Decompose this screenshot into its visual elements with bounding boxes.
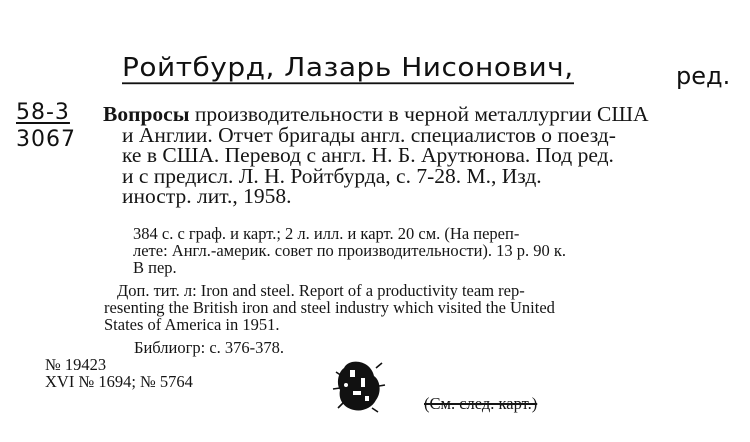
detail-line-5: resenting the British iron and steel industry which visited the United	[104, 298, 555, 317]
entry-title-bold: Вопросы	[103, 102, 190, 126]
entry-line-5: иностр. лит., 1958.	[122, 184, 292, 208]
call-number-top: 58-3	[16, 100, 70, 125]
index-numbers: XVI № 1694; № 5764	[45, 372, 193, 391]
ink-stamp	[332, 358, 386, 414]
entry-line-2: и Англии. Отчет бригады англ. специалистов о поезд-	[122, 122, 616, 147]
call-number-bottom: 3067	[16, 127, 76, 152]
bibliography-line: Библиогр: с. 376-378.	[134, 338, 285, 357]
detail-line-4: Доп. тит. л: Iron and steel. Report of a productivity team rep-	[117, 281, 525, 300]
entry-line-4: и с предисл. Л. Н. Ройтбурда, с. 7-28. М., Изд.	[122, 163, 542, 188]
handwritten-role: ред.	[676, 62, 731, 90]
handwritten-author-text: Ройтбурд, Лазарь Нисонович,	[122, 52, 574, 83]
call-number	[16, 100, 76, 152]
entry-line-1	[103, 104, 649, 125]
see-next-card-struck	[424, 396, 537, 413]
accession-number: № 19423	[45, 355, 107, 374]
detail-line-2: лете: Англ.-америк. совет по производительности). 13 р. 90 к.	[133, 241, 567, 260]
entry-line-3: ке в США. Перевод с англ. Н. Б. Арутюнова. Под ред.	[122, 143, 614, 167]
detail-line-1: 384 с. с граф. и карт.; 2 л. илл. и карт. 20 см. (На переп-	[133, 224, 520, 243]
entry-line-1-rest: производительности в черной металлургии США	[189, 102, 649, 126]
detail-line-6: States of America in 1951.	[104, 315, 280, 334]
handwritten-author	[122, 52, 574, 82]
see-next-card-text: (См. след. карт.)	[424, 394, 538, 413]
detail-line-3: В пер.	[133, 258, 177, 277]
